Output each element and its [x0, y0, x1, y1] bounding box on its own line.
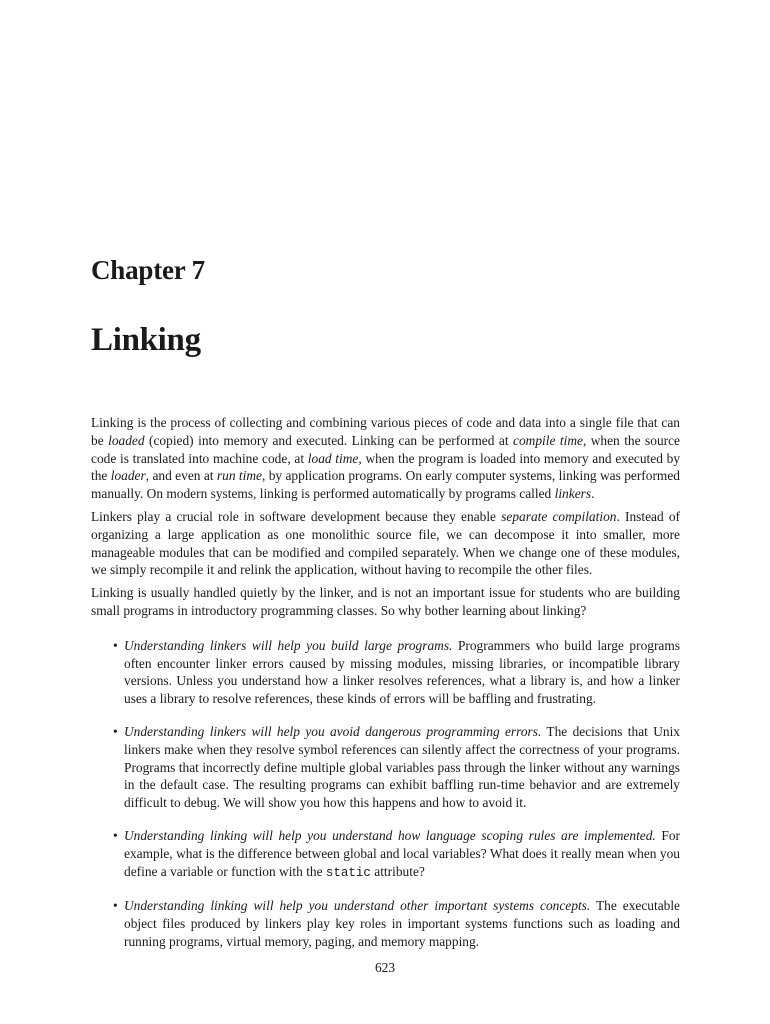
list-item: [91, 637, 680, 708]
emphasis-term: load time: [307, 450, 359, 466]
list-item-lead: Understanding linking will help you understand other important systems concepts.: [124, 898, 591, 914]
emphasis-term: loader: [110, 468, 146, 484]
list-item-text: Programmers who build large programs often encounter linker errors caused by missing modules, missing libraries, or incompatible library versions. Unless you understand how a linker resolves references, what a library is, and how a linker uses a library to resolve references, these kinds of errors will be baffling and frustrating.: [124, 637, 680, 707]
list-item-text: For example, what is the difference between global and local variables? What does it really mean when you define a variable or function with the: [124, 827, 681, 879]
emphasis-term: separate compilation: [501, 508, 617, 524]
bullet-icon: •: [113, 898, 118, 914]
list-item: [91, 897, 680, 950]
list-item-lead: Understanding linking will help you understand how language scoping rules are implemented.: [124, 827, 656, 843]
emphasis-term: compile time: [513, 432, 583, 448]
code-keyword: static: [325, 865, 371, 880]
chapter-body: [91, 414, 680, 966]
bullet-icon: •: [113, 827, 118, 843]
chapter-title: Linking: [91, 322, 201, 358]
list-item: [91, 827, 680, 882]
list-item: [91, 723, 680, 812]
intro-paragraph-2: Linkers play a crucial role in software development because they enable separate compilation. Instead of organizing a large application as one monolithic source file, we can decompose it into smaller, more manageable modules that can be modified and compiled separately. When we change one of these modules, we simply recompile it and relink the application, without having to recompile the other files.: [91, 508, 680, 578]
list-item-text: The decisions that Unix linkers make when they resolve symbol references can silently affect the correctness of your programs. Programs that incorrectly define multiple global variables pass through the linker without any warnings in the default case. The resulting programs can exhibit baffling run-time behavior and are extremely difficult to debug. We will show you how this happens and how to avoid it.: [124, 723, 680, 811]
page-number: 623: [374, 960, 396, 975]
list-item-lead: Understanding linkers will help you build large programs.: [124, 637, 453, 653]
emphasis-term: loaded: [108, 432, 145, 448]
bullet-icon: •: [113, 637, 118, 653]
emphasis-term: run time: [216, 468, 262, 484]
emphasis-term: linkers: [554, 486, 592, 502]
reasons-list: [91, 637, 680, 951]
bullet-icon: •: [113, 723, 118, 739]
intro-paragraph-3: Linking is usually handled quietly by the linker, and is not an important issue for students who are building small programs in introductory programming classes. So why bother learning about linking?: [91, 585, 680, 618]
list-item-text: The executable object files produced by linkers play key roles in important systems functions such as loading and running programs, virtual memory, paging, and memory mapping.: [124, 898, 680, 949]
list-item-lead: Understanding linkers will help you avoid dangerous programming errors.: [124, 723, 542, 739]
chapter-label: Chapter 7: [91, 255, 205, 285]
list-item-text-tail: attribute?: [370, 863, 425, 879]
intro-paragraph-1: Linking is the process of collecting and combining various pieces of code and data into a single file that can be loaded (copied) into memory and executed. Linking can be performed at compile time, when the source code is translated into machine code, at load time, when the program is loaded into memory and executed by the loader, and even at run time, by application programs. On early computer systems, linking was performed manually. On modern systems, linking is performed automatically by programs called linkers.: [91, 415, 681, 502]
